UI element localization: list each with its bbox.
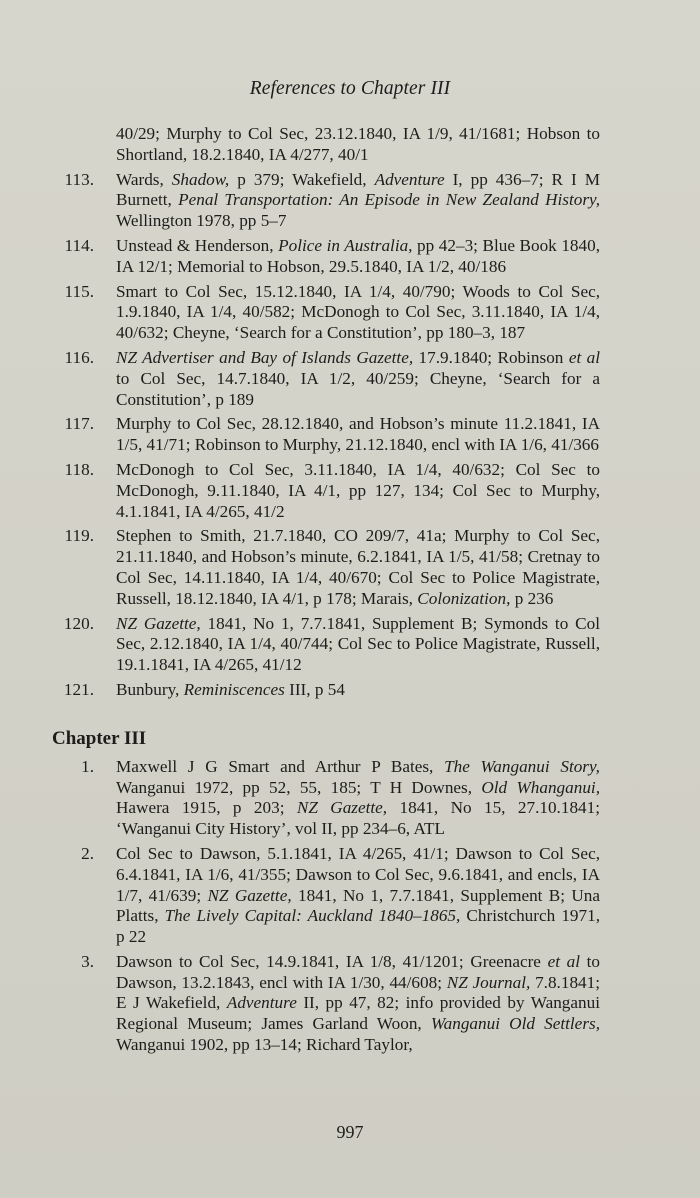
note-segment: Wanganui 1902, pp 13–14; Richard Taylor, <box>116 1035 413 1055</box>
note-number: 117. <box>64 414 94 434</box>
note-segment: 1841, No 1, 7.7.1841, Supplement B; Una Platts, <box>116 885 601 926</box>
note-text <box>116 414 600 454</box>
note-number: 118. <box>64 459 94 479</box>
reference-note <box>52 757 600 840</box>
note-segment: p 379; Wakefield, <box>229 169 375 189</box>
note-segment: 17.9.1840; Robinson <box>413 347 569 367</box>
references-body <box>52 124 600 1060</box>
italic-title: NZ Journal, <box>446 972 531 992</box>
running-head: References to Chapter III <box>249 78 451 99</box>
italic-title: Adventure <box>226 993 297 1013</box>
chapter-heading: Chapter III <box>52 727 147 749</box>
note-text <box>116 282 600 343</box>
italic-title: The Wanganui Story, <box>444 756 600 776</box>
note-segment: to Dawson, 13.2.1843, encl with IA 1/30, 44/608; <box>116 951 600 992</box>
note-segment: Christchurch 1971, p 22 <box>116 906 600 947</box>
note-segment: Dawson to Col Sec, 14.9.1841, IA 1/8, 41/1201; Greenacre <box>116 951 548 971</box>
italic-title: Old Whanganui, <box>481 777 600 797</box>
note-segment: Murphy to Col Sec, 28.12.1840, and Hobson’s minute 11.2.1841, IA 1/5, 41/71; Robinson to Murphy, 21.12.1840, encl with IA 1/6, 41/366 <box>116 414 600 455</box>
note-segment: 1841, No 1, 7.7.1841, Supplement B; Symonds to Col Sec, 2.12.1840, IA 1/4, 40/744; Col Sec to Police Magistrate, Russell, 19.1.1841, IA 4/265, 41/12 <box>116 613 600 675</box>
note-segment: Smart to Col Sec, 15.12.1840, IA 1/4, 40/790; Woods to Col Sec, 1.9.1840, IA 1/4, 40/582; McDonogh to Col Sec, 3.11.1840, IA 1/4, 40/632; Cheyne, ‘Search for a Constitution’, pp 180–3, 187 <box>116 281 600 343</box>
note-text <box>116 844 600 946</box>
note-segment: Wanganui 1972, pp 52, 55, 185; T H Downes, <box>116 777 482 797</box>
note-number: 1. <box>81 756 94 776</box>
note-number: 3. <box>81 951 94 971</box>
note-segment: Unstead & Henderson, <box>116 235 279 255</box>
continued-note: 40/29; Murphy to Col Sec, 23.12.1840, IA 1/9, 41/1681; Hobson to Shortland, 18.2.1840, IA 4/277, 40/1 <box>116 124 600 164</box>
note-text <box>116 680 345 699</box>
note-segment: 1841, No 15, 27.10.1841; ‘Wanganui City History’, vol II, pp 234–6, ATL <box>116 798 601 839</box>
note-number: 115. <box>64 281 94 301</box>
italic-title: The Lively Capital: Auckland 1840–1865, <box>164 906 461 926</box>
reference-note <box>52 952 600 1056</box>
reference-list-chapter-iii <box>52 757 600 1056</box>
italic-title: Wanganui Old Settlers, <box>430 1014 600 1034</box>
note-segment: p 236 <box>510 588 554 608</box>
reference-note <box>52 414 600 456</box>
italic-title: NZ Gazette, <box>207 885 292 905</box>
reference-note <box>52 282 600 344</box>
note-segment: Maxwell J G Smart and Arthur P Bates, <box>116 756 445 776</box>
note-text <box>116 614 600 675</box>
reference-note <box>52 844 600 948</box>
note-segment: 7.8.1841; E J Wakefield, <box>116 972 601 1013</box>
note-segment: I, pp 436–7; R I M Burnett, <box>116 169 600 210</box>
italic-title: NZ Gazette, <box>116 613 201 633</box>
note-number: 2. <box>81 843 94 863</box>
note-number: 120. <box>63 613 94 633</box>
note-segment: McDonogh to Col Sec, 3.11.1840, IA 1/4, 40/632; Col Sec to McDonogh, 9.11.1840, IA 4/1, pp 127, 134; Col Sec to Murphy, 4.1.1841, IA 4/265, 41/2 <box>116 459 600 521</box>
note-number: 119. <box>64 526 94 546</box>
reference-note <box>52 236 600 278</box>
note-text <box>116 952 600 1054</box>
note-segment: Wellington 1978, pp 5–7 <box>116 211 287 231</box>
italic-title: Reminiscences <box>183 679 285 699</box>
note-number: 121. <box>63 679 94 699</box>
note-segment: Stephen to Smith, 21.7.1840, CO 209/7, 41a; Murphy to Col Sec, 21.11.1840, and Hobson’s minute, 6.2.1841, IA 1/5, 41/58; Cretnay to Col Sec, 14.11.1840, IA 1/4, 40/670; Col Sec to Police Magistrate, Russell, 18.12.1840, IA 4/1, p 178; Marais, <box>116 526 600 608</box>
reference-list-chapter-ii <box>52 170 600 701</box>
note-segment: III, p 54 <box>284 679 345 699</box>
note-text <box>116 170 600 231</box>
note-text <box>116 526 600 607</box>
italic-title: Colonization, <box>417 588 511 608</box>
italic-title: et al <box>547 951 580 971</box>
reference-note <box>52 460 600 522</box>
reference-note <box>52 526 600 609</box>
italic-title: NZ Advertiser and Bay of Islands Gazette, <box>116 347 414 367</box>
note-number: 116. <box>64 347 94 367</box>
note-segment: Col Sec to Dawson, 5.1.1841, IA 4/265, 41/1; Dawson to Col Sec, 6.4.1841, IA 1/6, 41/355; Dawson to Col Sec, 9.6.1841, and encls, IA 1/7, 41/639; <box>116 843 600 905</box>
note-text <box>116 348 600 409</box>
reference-note <box>52 170 600 232</box>
reference-note <box>52 614 600 676</box>
note-segment: to Col Sec, 14.7.1840, IA 1/2, 40/259; Cheyne, ‘Search for a Constitution’, p 189 <box>116 368 600 409</box>
italic-title: Police in Australia, <box>278 235 413 255</box>
note-segment: Bunbury, <box>116 679 184 699</box>
italic-title: Penal Transportation: An Episode in New Zealand History, <box>178 190 600 210</box>
note-segment: II, pp 47, 82; info provided by Wanganui Regional Museum; James Garland Woon, <box>116 993 600 1034</box>
page-number: 997 <box>336 1122 364 1142</box>
note-segment: pp 42–3; Blue Book 1840, IA 12/1; Memorial to Hobson, 29.5.1840, IA 1/2, 40/186 <box>116 235 600 276</box>
note-text <box>116 236 600 276</box>
italic-title: Adventure <box>374 169 445 189</box>
italic-title: et al <box>568 347 601 367</box>
note-segment: Wards, <box>116 169 172 189</box>
note-number: 113. <box>64 169 94 189</box>
italic-title: NZ Gazette, <box>296 798 388 818</box>
note-text <box>116 460 600 521</box>
italic-title: Shadow, <box>171 169 230 189</box>
reference-note <box>52 348 600 410</box>
note-segment: Hawera 1915, p 203; <box>116 798 297 818</box>
note-number: 114. <box>64 235 94 255</box>
reference-note <box>52 680 600 701</box>
note-text <box>116 757 600 838</box>
